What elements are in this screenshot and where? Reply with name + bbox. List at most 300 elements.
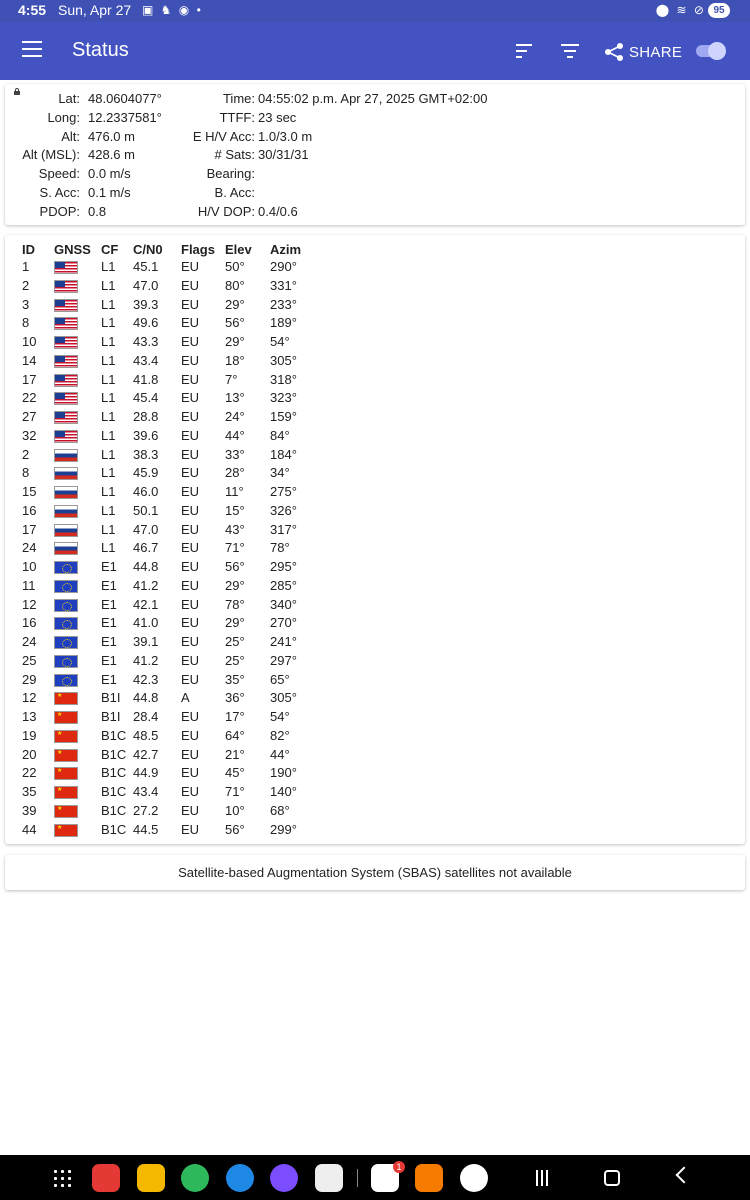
table-row bbox=[5, 746, 745, 765]
fix-label: S. Acc: bbox=[39, 185, 80, 200]
cell-flags: EU bbox=[181, 765, 200, 781]
cell-cf: L1 bbox=[101, 371, 116, 387]
header-elev: Elev bbox=[225, 242, 252, 257]
cell-flags: EU bbox=[181, 671, 200, 687]
cell-cn0: 41.2 bbox=[133, 577, 159, 593]
cell-cf: E1 bbox=[101, 652, 117, 668]
camera-app-icon[interactable] bbox=[315, 1164, 343, 1192]
cell-azim: 305° bbox=[270, 690, 297, 706]
cell-elev: 11° bbox=[225, 484, 244, 499]
cell-elev: 18° bbox=[225, 352, 245, 368]
table-row bbox=[5, 352, 745, 371]
cell-cf: E1 bbox=[101, 577, 117, 593]
cell-id: 16 bbox=[22, 502, 37, 518]
flag-us-icon bbox=[54, 374, 78, 387]
fix-value: 0.4/0.6 bbox=[258, 203, 298, 219]
cell-cf: L1 bbox=[101, 521, 116, 537]
fix-value: 23 sec bbox=[258, 109, 297, 125]
cell-azim: 323° bbox=[270, 390, 297, 406]
table-header bbox=[5, 241, 745, 259]
hamburger-menu-icon[interactable] bbox=[22, 41, 42, 57]
fix-row bbox=[5, 203, 745, 221]
cell-cn0: 47.0 bbox=[133, 277, 159, 293]
cell-flags: EU bbox=[181, 821, 200, 837]
header-azim: Azim bbox=[270, 242, 302, 257]
table-row bbox=[5, 783, 745, 802]
sort-icon[interactable] bbox=[516, 44, 536, 58]
cell-elev: 56° bbox=[225, 315, 245, 331]
sbas-card bbox=[5, 855, 745, 890]
cell-id: 22 bbox=[22, 390, 37, 406]
cell-azim: 290° bbox=[270, 259, 297, 274]
share-icon bbox=[603, 42, 625, 62]
cell-azim: 190° bbox=[270, 765, 297, 781]
fix-label: Long: bbox=[47, 109, 80, 125]
table-row bbox=[5, 727, 745, 746]
google-app-icon[interactable] bbox=[460, 1164, 488, 1192]
cell-id: 44 bbox=[22, 821, 37, 837]
cell-azim: 233° bbox=[270, 296, 297, 312]
cell-flags: A bbox=[181, 690, 190, 706]
location-fix-card bbox=[5, 84, 745, 225]
cell-cn0: 44.8 bbox=[133, 559, 159, 574]
cell-flags: EU bbox=[181, 709, 200, 724]
cell-elev: 64° bbox=[225, 727, 245, 743]
fix-row bbox=[5, 109, 745, 127]
flag-us-icon bbox=[54, 299, 78, 312]
cell-id: 24 bbox=[22, 540, 37, 556]
table-row bbox=[5, 296, 745, 315]
filter-icon[interactable] bbox=[561, 44, 579, 58]
cell-flags: EU bbox=[181, 802, 200, 818]
table-row bbox=[5, 802, 745, 821]
cell-cf: E1 bbox=[101, 634, 117, 649]
cell-azim: 84° bbox=[270, 427, 290, 443]
flag-eu-icon bbox=[54, 617, 78, 630]
fix-label: Time: bbox=[222, 91, 255, 106]
messages-app-icon[interactable] bbox=[226, 1164, 254, 1192]
cell-azim: 275° bbox=[270, 484, 297, 499]
cell-azim: 270° bbox=[270, 615, 297, 631]
flag-us-icon bbox=[54, 261, 78, 274]
cell-flags: EU bbox=[181, 746, 200, 762]
play-store-badge: 1 bbox=[393, 1161, 405, 1173]
cell-cn0: 43.3 bbox=[133, 334, 159, 349]
cell-flags: EU bbox=[181, 596, 200, 612]
cell-elev: 33° bbox=[225, 446, 245, 462]
cell-id: 12 bbox=[22, 690, 37, 706]
flag-ru-icon bbox=[54, 467, 78, 480]
flag-eu-icon bbox=[54, 561, 78, 574]
cell-cf: B1I bbox=[101, 690, 121, 706]
flag-eu-icon bbox=[54, 674, 78, 687]
fix-label: B. Acc: bbox=[214, 185, 255, 200]
cell-cn0: 42.3 bbox=[133, 671, 159, 687]
cell-id: 2 bbox=[22, 277, 30, 293]
share-button[interactable] bbox=[603, 40, 682, 64]
cell-cf: L1 bbox=[101, 277, 116, 293]
table-row bbox=[5, 539, 745, 558]
cell-id: 1 bbox=[22, 259, 30, 274]
cell-cf: B1I bbox=[101, 709, 121, 724]
cell-cf: L1 bbox=[101, 446, 116, 462]
notification-icons: ▣ ♞ ◉ • bbox=[142, 3, 203, 17]
cell-id: 17 bbox=[22, 371, 37, 387]
cell-cf: B1C bbox=[101, 802, 127, 818]
swift-app-icon[interactable] bbox=[415, 1164, 443, 1192]
battery-icon: 95 bbox=[708, 3, 730, 18]
cell-id: 25 bbox=[22, 652, 37, 668]
cell-cf: B1C bbox=[101, 765, 127, 781]
cell-elev: 80° bbox=[225, 277, 245, 293]
cell-elev: 44° bbox=[225, 427, 245, 443]
cell-cn0: 43.4 bbox=[133, 352, 159, 368]
cell-cf: B1C bbox=[101, 746, 127, 762]
cell-cn0: 27.2 bbox=[133, 802, 159, 818]
flag-cn-icon: ★ bbox=[54, 767, 78, 780]
table-row bbox=[5, 596, 745, 615]
fix-value: 476.0 m bbox=[88, 128, 135, 144]
fix-row bbox=[5, 165, 745, 183]
cell-azim: 285° bbox=[270, 577, 297, 593]
table-row bbox=[5, 258, 745, 277]
fix-value: 12.2337581° bbox=[88, 109, 162, 125]
cell-flags: EU bbox=[181, 784, 200, 799]
flag-ru-icon bbox=[54, 524, 78, 537]
fix-label: Lat: bbox=[58, 91, 80, 106]
flag-ru-icon bbox=[54, 486, 78, 499]
cell-azim: 159° bbox=[270, 409, 297, 424]
cell-id: 12 bbox=[22, 596, 37, 612]
cell-id: 8 bbox=[22, 315, 30, 331]
cell-elev: 13° bbox=[225, 390, 245, 406]
cell-cf: B1C bbox=[101, 784, 127, 799]
status-bar bbox=[0, 0, 750, 22]
cell-elev: 35° bbox=[225, 671, 245, 687]
app-drawer-icon[interactable] bbox=[54, 1170, 72, 1188]
cell-azim: 297° bbox=[270, 652, 297, 668]
table-row bbox=[5, 521, 745, 540]
system-icons: ⬤ ≋ ⊘ bbox=[655, 3, 706, 17]
cell-azim: 317° bbox=[270, 521, 297, 537]
cell-id: 2 bbox=[22, 446, 30, 462]
sbas-message: Satellite-based Augmentation System (SBAS) satellites not available bbox=[178, 865, 572, 880]
cell-azim: 299° bbox=[270, 821, 297, 837]
flag-cn-icon: ★ bbox=[54, 749, 78, 762]
flag-us-icon bbox=[54, 280, 78, 293]
home-button[interactable] bbox=[604, 1170, 620, 1186]
flag-ru-icon bbox=[54, 542, 78, 555]
cell-flags: EU bbox=[181, 577, 200, 593]
table-row bbox=[5, 333, 745, 352]
cell-cn0: 44.8 bbox=[133, 690, 159, 706]
cell-azim: 305° bbox=[270, 352, 297, 368]
cell-flags: EU bbox=[181, 540, 200, 556]
table-row bbox=[5, 821, 745, 840]
app-bar bbox=[0, 22, 750, 80]
cell-flags: EU bbox=[181, 727, 200, 743]
cell-azim: 318° bbox=[270, 371, 297, 387]
cell-azim: 326° bbox=[270, 502, 297, 518]
cell-cn0: 45.9 bbox=[133, 465, 159, 481]
cell-flags: EU bbox=[181, 427, 200, 443]
cell-cn0: 46.0 bbox=[133, 484, 159, 499]
cell-flags: EU bbox=[181, 446, 200, 462]
cell-elev: 45° bbox=[225, 765, 245, 781]
flag-cn-icon: ★ bbox=[54, 730, 78, 743]
flag-us-icon bbox=[54, 317, 78, 330]
table-row bbox=[5, 558, 745, 577]
satellite-table bbox=[5, 235, 745, 844]
cell-flags: EU bbox=[181, 484, 200, 499]
cell-elev: 78° bbox=[225, 596, 245, 612]
cell-cf: L1 bbox=[101, 427, 116, 443]
cell-azim: 44° bbox=[270, 746, 290, 762]
cell-flags: EU bbox=[181, 315, 200, 331]
cell-id: 10 bbox=[22, 559, 37, 574]
phone-app-icon[interactable] bbox=[181, 1164, 209, 1192]
cell-id: 35 bbox=[22, 784, 37, 799]
cell-azim: 295° bbox=[270, 559, 297, 574]
cell-azim: 65° bbox=[270, 671, 290, 687]
cell-cn0: 47.0 bbox=[133, 521, 159, 537]
cell-cn0: 44.9 bbox=[133, 765, 159, 781]
files-app-icon[interactable] bbox=[137, 1164, 165, 1192]
page-title: Status bbox=[72, 39, 129, 61]
cell-flags: EU bbox=[181, 296, 200, 312]
cell-azim: 189° bbox=[270, 315, 297, 331]
cell-elev: 36° bbox=[225, 690, 245, 706]
flag-cn-icon: ★ bbox=[54, 711, 78, 724]
back-button[interactable] bbox=[676, 1167, 693, 1184]
fix-value: 0.0 m/s bbox=[88, 166, 131, 182]
table-row bbox=[5, 408, 745, 427]
cell-cn0: 50.1 bbox=[133, 502, 159, 518]
cell-azim: 34° bbox=[270, 465, 290, 481]
cell-elev: 43° bbox=[225, 521, 245, 537]
table-row bbox=[5, 708, 745, 727]
cell-cf: L1 bbox=[101, 465, 116, 481]
cell-id: 29 bbox=[22, 671, 37, 687]
recents-button[interactable] bbox=[536, 1170, 548, 1186]
cell-cf: L1 bbox=[101, 540, 116, 556]
flag-eu-icon bbox=[54, 580, 78, 593]
cell-cn0: 28.4 bbox=[133, 709, 159, 724]
cell-cn0: 44.5 bbox=[133, 821, 159, 837]
fix-label: TTFF: bbox=[219, 109, 255, 125]
flag-cn-icon: ★ bbox=[54, 824, 78, 837]
cell-id: 11 bbox=[22, 577, 36, 593]
flag-us-icon bbox=[54, 336, 78, 349]
fix-value: 428.6 m bbox=[88, 147, 135, 163]
cell-cn0: 49.6 bbox=[133, 315, 159, 331]
cell-cf: L1 bbox=[101, 334, 116, 349]
cell-elev: 21° bbox=[225, 746, 245, 762]
flag-ru-icon bbox=[54, 449, 78, 462]
cell-cn0: 39.6 bbox=[133, 427, 159, 443]
cell-cn0: 41.8 bbox=[133, 371, 159, 387]
fix-row bbox=[5, 184, 745, 202]
cell-elev: 50° bbox=[225, 259, 245, 274]
cell-azim: 78° bbox=[270, 540, 290, 556]
cell-azim: 82° bbox=[270, 727, 290, 743]
cell-flags: EU bbox=[181, 352, 200, 368]
cell-cn0: 39.1 bbox=[133, 634, 159, 649]
cell-cf: L1 bbox=[101, 390, 116, 406]
flag-eu-icon bbox=[54, 636, 78, 649]
fix-row bbox=[5, 146, 745, 164]
table-row bbox=[5, 277, 745, 296]
cell-cn0: 41.2 bbox=[133, 652, 159, 668]
cell-cn0: 48.5 bbox=[133, 727, 159, 743]
cell-cn0: 46.7 bbox=[133, 540, 159, 556]
cell-id: 17 bbox=[22, 521, 37, 537]
fix-value: 04:55:02 p.m. Apr 27, 2025 GMT+02:00 bbox=[258, 91, 488, 106]
flag-us-icon bbox=[54, 430, 78, 443]
cell-id: 24 bbox=[22, 634, 37, 649]
fix-label: Alt: bbox=[61, 128, 80, 144]
cell-elev: 7° bbox=[225, 371, 238, 387]
header-cf: CF bbox=[101, 242, 119, 257]
fix-label: E H/V Acc: bbox=[192, 128, 255, 144]
flag-us-icon bbox=[54, 392, 78, 405]
cell-azim: 54° bbox=[270, 334, 290, 349]
cell-flags: EU bbox=[181, 615, 200, 631]
cell-elev: 15° bbox=[225, 502, 245, 518]
cell-flags: EU bbox=[181, 559, 200, 574]
cell-elev: 56° bbox=[225, 821, 245, 837]
cell-id: 13 bbox=[22, 709, 37, 724]
cell-elev: 25° bbox=[225, 652, 245, 668]
header-flags: Flags bbox=[181, 242, 215, 257]
cell-cn0: 42.7 bbox=[133, 746, 159, 762]
share-label: SHARE bbox=[629, 43, 683, 61]
fix-label: PDOP: bbox=[39, 203, 80, 219]
cell-id: 10 bbox=[22, 334, 37, 349]
cell-elev: 29° bbox=[225, 615, 245, 631]
flag-cn-icon: ★ bbox=[54, 692, 78, 705]
cell-id: 19 bbox=[22, 727, 37, 743]
cell-cf: L1 bbox=[101, 484, 116, 499]
date: Sun, Apr 27 bbox=[58, 2, 132, 18]
table-row bbox=[5, 689, 745, 708]
flag-ru-icon bbox=[54, 505, 78, 518]
cell-flags: EU bbox=[181, 652, 200, 668]
header-id: ID bbox=[22, 242, 35, 257]
cell-id: 20 bbox=[22, 746, 37, 762]
table-row bbox=[5, 464, 745, 483]
cell-cf: L1 bbox=[101, 315, 116, 331]
cell-cf: L1 bbox=[101, 296, 116, 312]
fix-value: 30/31/31 bbox=[258, 147, 309, 163]
fix-row bbox=[5, 128, 745, 146]
cell-cf: B1C bbox=[101, 727, 127, 743]
fix-label: Alt (MSL): bbox=[22, 147, 80, 163]
table-row bbox=[5, 633, 745, 652]
table-row bbox=[5, 446, 745, 465]
cell-flags: EU bbox=[181, 277, 200, 293]
cell-id: 3 bbox=[22, 296, 30, 312]
cell-id: 27 bbox=[22, 409, 37, 424]
table-row bbox=[5, 652, 745, 671]
header-gnss: GNSS bbox=[54, 242, 91, 257]
flag-us-icon bbox=[54, 411, 78, 424]
cell-cn0: 45.1 bbox=[133, 259, 159, 274]
cell-id: 22 bbox=[22, 765, 37, 781]
flag-us-icon bbox=[54, 355, 78, 368]
cell-id: 39 bbox=[22, 802, 37, 818]
cell-elev: 71° bbox=[225, 540, 245, 556]
cell-flags: EU bbox=[181, 371, 200, 387]
cell-cn0: 39.3 bbox=[133, 296, 159, 312]
fix-row bbox=[5, 90, 745, 108]
table-row bbox=[5, 577, 745, 596]
cell-azim: 184° bbox=[270, 446, 297, 462]
cell-flags: EU bbox=[181, 390, 200, 406]
cell-cn0: 45.4 bbox=[133, 390, 159, 406]
cell-id: 32 bbox=[22, 427, 37, 443]
fix-label: Bearing: bbox=[206, 166, 255, 182]
fix-value: 0.8 bbox=[88, 203, 107, 219]
fix-label: # Sats: bbox=[214, 147, 255, 163]
cell-flags: EU bbox=[181, 465, 200, 481]
table-row bbox=[5, 371, 745, 390]
cell-cf: E1 bbox=[101, 671, 117, 687]
cell-cf: E1 bbox=[101, 596, 117, 612]
table-row bbox=[5, 483, 745, 502]
cell-cf: L1 bbox=[101, 409, 116, 424]
cell-id: 16 bbox=[22, 615, 37, 631]
cell-elev: 28° bbox=[225, 465, 245, 481]
flag-eu-icon bbox=[54, 655, 78, 668]
cell-cf: L1 bbox=[101, 259, 116, 274]
navigation-bar bbox=[0, 1155, 750, 1200]
flag-eu-icon bbox=[54, 599, 78, 612]
cell-cf: L1 bbox=[101, 352, 116, 368]
cell-azim: 331° bbox=[270, 277, 297, 293]
internet-app-icon[interactable] bbox=[270, 1164, 298, 1192]
cell-cf: E1 bbox=[101, 559, 117, 574]
table-row bbox=[5, 314, 745, 333]
notes-app-icon[interactable] bbox=[92, 1164, 120, 1192]
cell-azim: 140° bbox=[270, 784, 297, 799]
cell-flags: EU bbox=[181, 409, 200, 424]
cell-flags: EU bbox=[181, 521, 200, 537]
cell-id: 8 bbox=[22, 465, 30, 481]
cell-cn0: 43.4 bbox=[133, 784, 159, 799]
table-row bbox=[5, 389, 745, 408]
cell-cn0: 41.0 bbox=[133, 615, 159, 631]
cell-elev: 10° bbox=[225, 802, 245, 818]
cell-id: 14 bbox=[22, 352, 37, 368]
tracking-toggle[interactable] bbox=[694, 42, 726, 60]
clock: 4:55 bbox=[18, 2, 47, 18]
fix-value: 0.1 m/s bbox=[88, 185, 131, 200]
header-cn0: C/N0 bbox=[133, 242, 163, 257]
cell-cf: E1 bbox=[101, 615, 117, 631]
table-row bbox=[5, 614, 745, 633]
cell-elev: 56° bbox=[225, 559, 245, 574]
cell-cf: B1C bbox=[101, 821, 127, 837]
fix-value: 48.0604077° bbox=[88, 91, 162, 106]
fix-value: 1.0/3.0 m bbox=[258, 128, 313, 144]
cell-cn0: 28.8 bbox=[133, 409, 159, 424]
fix-label: H/V DOP: bbox=[197, 203, 255, 219]
cell-cf: L1 bbox=[101, 502, 116, 518]
cell-azim: 54° bbox=[270, 709, 290, 724]
cell-flags: EU bbox=[181, 634, 200, 649]
table-row bbox=[5, 502, 745, 521]
